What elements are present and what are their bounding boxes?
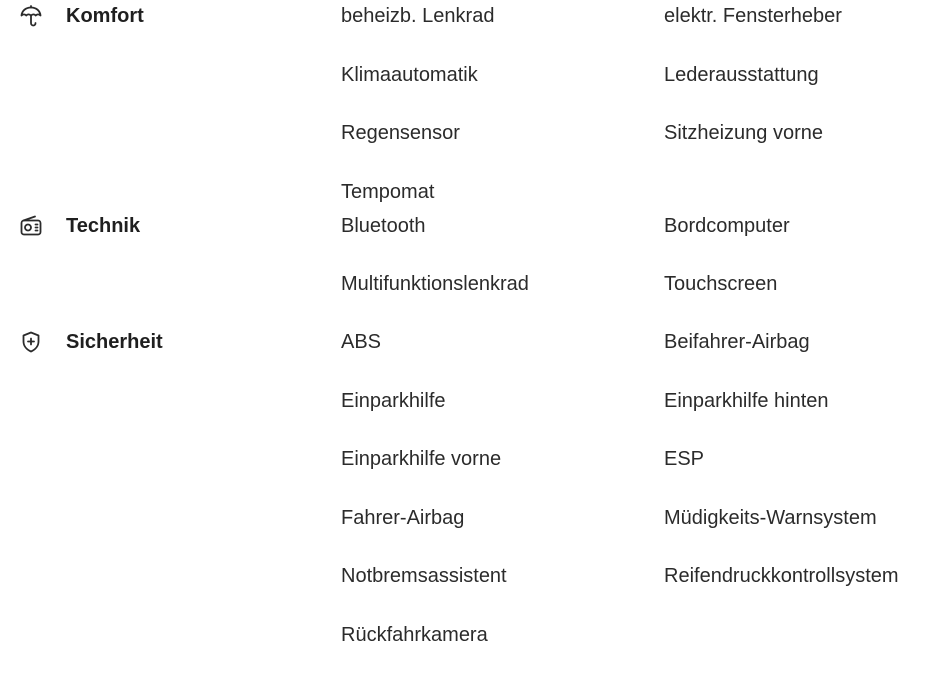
feature-item: Einparkhilfe [341,389,446,412]
feature-item: Regensensor [341,122,460,144]
feature-item: Tempomat [341,180,435,203]
feature-item: Sitzheizung vorne [664,122,823,144]
umbrella-icon [0,0,66,32]
category-title: Sicherheit [66,331,163,353]
radio-icon [0,210,66,242]
feature-item: Einparkhilfe hinten [664,389,829,412]
feature-item: elektr. Fensterheber [664,5,842,27]
feature-item: Bordcomputer [664,214,790,237]
category-komfort [0,0,928,208]
category-title: Komfort [66,5,144,27]
feature-item: Notbremsassistent [341,565,507,587]
feature-item: Fahrer-Airbag [341,506,465,529]
feature-item: Einparkhilfe vorne [341,448,502,470]
feature-item: Reifendruckkontrollsystem [664,565,899,587]
category-technik [0,210,928,301]
feature-item: Rückfahrkamera [341,623,488,646]
feature-item: beheizb. Lenkrad [341,5,495,27]
shield-plus-icon [0,326,66,358]
feature-item: Multifunktionslenkrad [341,273,529,295]
feature-item: Beifahrer-Airbag [664,331,810,353]
feature-item: Müdigkeits-Warnsystem [664,506,877,529]
feature-item: Touchscreen [664,273,778,295]
feature-item: Klimaautomatik [341,63,478,86]
feature-item: ABS [341,331,382,353]
feature-item: ESP [664,448,705,470]
category-title: Technik [66,214,141,237]
category-sicherheit [0,326,928,651]
feature-item: Bluetooth [341,214,426,237]
feature-item: Lederausstattung [664,63,819,86]
